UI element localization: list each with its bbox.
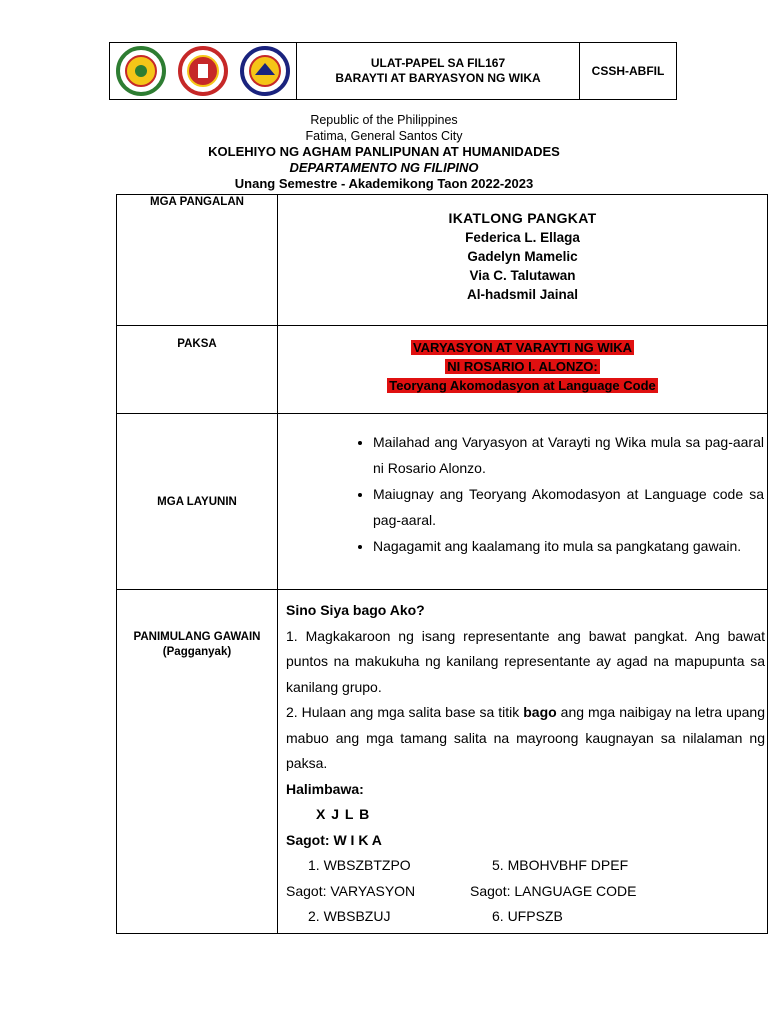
instruction-2-pre: 2. Hulaan ang mga salita base sa titik (286, 704, 524, 720)
puzzle-answer-right: Sagot: LANGUAGE CODE (470, 882, 637, 899)
objectives-label: MGA LAYUNIN (117, 414, 278, 590)
member-name: Via C. Talutawan (469, 268, 576, 283)
header-title-line2: BARAYTI AT BARYASYON NG WIKA (335, 71, 541, 85)
objectives-cell (278, 414, 768, 590)
college-line: KOLEHIYO NG AGHAM PANLIPUNAN AT HUMANIDADES (208, 144, 560, 159)
topic-line2: NI ROSARIO I. ALONZO: (447, 359, 598, 374)
puzzle-left: 2. WBSBZUJ (308, 908, 391, 924)
puzzle-left: 1. WBSZBTZPO (308, 857, 411, 873)
member-name: Gadelyn Mamelic (467, 249, 578, 264)
activity-instruction-1: 1. Magkakaroon ng isang representante ang bawat pangkat. Ang bawat puntos na makukuha ng kanilang representante ay agad na mapupunta sa kanilang grupo. (286, 627, 765, 695)
example-code: X J L B (316, 806, 371, 822)
header-course-title (297, 43, 580, 99)
example-label: Halimbawa: (286, 780, 364, 797)
header-course-code: CSSH-ABFIL (591, 64, 665, 78)
puzzle-row (286, 853, 765, 879)
instruction-2-post: ang mga naibigay na letra upang mabuo ang mga tamang salita na mayroong kaugnayan sa nilalaman ng paksa. (286, 704, 765, 771)
puzzle-answer-left: Sagot: VARYASYON (286, 882, 416, 899)
semester-line: Unang Semestre - Akademikong Taon 2022-2023 (234, 176, 534, 191)
member-name: Federica L. Ellaga (465, 230, 580, 245)
objective-item: • Nagagamit ang kaalamang ito mula sa pangkatang gawain. (373, 533, 764, 559)
country-line: Republic of the Philippines (310, 113, 458, 127)
header-title-line1: ULAT-PAPEL SA FIL167 (370, 56, 506, 70)
objectives-row (117, 414, 768, 590)
puzzle-answer-row (286, 879, 765, 905)
university-seal-icon (112, 46, 170, 96)
topic-line1: VARYASYON AT VARAYTI NG WIKA (412, 340, 633, 355)
department-seal-icon (236, 46, 294, 96)
activity-title: Sino Siya bago Ako? (286, 602, 425, 618)
activity-sublabel: (Pagganyak) (162, 646, 232, 658)
header-logos (110, 43, 297, 99)
college-seal-icon (174, 46, 232, 96)
members-row (117, 195, 768, 326)
members-cell (278, 195, 768, 326)
department-line: DEPARTAMENTO NG FILIPINO (289, 160, 479, 175)
objective-item: • Maiugnay ang Teoryang Akomodasyon at Language code sa pag-aaral. (373, 481, 764, 533)
instruction-2-bold: bago (523, 704, 557, 720)
member-name: Al-hadsmil Jainal (466, 287, 579, 302)
institution-block (0, 112, 768, 192)
puzzle-right: 5. MBOHVBHF DPEF (492, 857, 629, 873)
topic-row (117, 326, 768, 414)
puzzle-right: 6. UFPSZB (492, 908, 563, 924)
activity-row (117, 590, 768, 934)
topic-label: PAKSA (117, 326, 278, 414)
puzzle-row (286, 904, 765, 930)
activity-label: PANIMULANG GAWAIN (133, 631, 261, 643)
location-line: Fatima, General Santos City (305, 129, 463, 143)
topic-line3: Teoryang Akomodasyon at Language Code (389, 378, 656, 393)
activity-instruction-2 (286, 700, 765, 777)
topic-cell (278, 326, 768, 414)
members-label: MGA PANGALAN (117, 195, 278, 326)
example-answer: Sagot: W I K A (286, 831, 382, 848)
objectives-list (279, 429, 766, 559)
header-table (109, 42, 677, 100)
group-name: IKATLONG PANGKAT (448, 210, 597, 226)
objective-item: • Mailahad ang Varyasyon at Varayti ng Wika mula sa pag-aaral ni Rosario Alonzo. (373, 429, 764, 481)
activity-cell (278, 590, 768, 934)
lesson-plan-table (116, 194, 768, 934)
activity-label-cell (117, 590, 278, 934)
